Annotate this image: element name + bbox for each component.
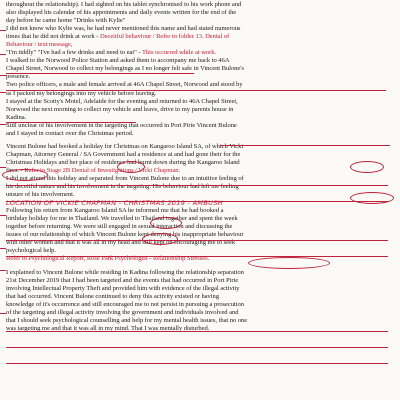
red-annotation-line: Behaviour / text message, [6, 41, 73, 49]
text-line: Chapel Street, Norwood to collect my belongings as I no longer felt safe in Vincent Bulone's [6, 65, 244, 73]
text-line: issues of our relationship of which Vincent Bulone kept denying his inappropriate behaviour [6, 231, 244, 239]
text-line: 21st December 2019 that I had been targeted and the events that had occurred in Port Pirie [6, 276, 239, 284]
document-text [6, 1, 394, 333]
text-line: that I should seek psychological counselling and help for my mental health issues, that no one [6, 316, 248, 324]
text-segment: fires. - [6, 166, 25, 174]
text-line-annotated [6, 49, 394, 57]
text-line: birthday holiday for me in Thailand. We travelled to Thailand together and spent the week [6, 215, 238, 223]
text-line: Two police officers, a male and female arrived at 46A Chapel Street, Norwood and stood by [6, 81, 243, 89]
text-line: Norwood the next morning to collect my vehicle and leave, drive to my parents house in [6, 105, 234, 113]
text-line: I stayed at the Scotty's Motel, Adelaide for the evening and returned to 46A Chapel Street, [6, 97, 238, 105]
text-line: unsure of his involvement. [6, 191, 75, 199]
text-line-annotated [6, 33, 394, 41]
text-line: Still unclear of his involvement in the targeting that occurred in Port Pirie Vincent Bulone [6, 121, 237, 129]
text-line: I did not know who Kylie was, he had never mentioned this name and had stated numerous [6, 25, 241, 33]
text-segment: times that he did not drink at work - [6, 33, 100, 41]
underline-mark [6, 363, 388, 364]
handwritten-annotation: LOCATION OF VICKIE CHAPMAN - CHRISTMAS 2019 - AMBUSH [6, 199, 223, 208]
text-line: and I stayed in contact over the Christmas period. [6, 129, 134, 137]
text-line: psychological help. [6, 247, 56, 255]
text-line: together before returning. We were still engaged in sexual interaction and discussing the [6, 223, 233, 231]
text-line: was targeting me and that it was all in my mind. That I was mentally disturbed. [6, 324, 210, 332]
red-annotation-text: Deceitful behaviour / Refer to folder 13. Denial of [99, 33, 230, 41]
text-line: Following his return from Kangaroo Island SA he informed me that he had booked a [6, 207, 224, 215]
text-line: I did not attend this holiday and separated from Vincent Bulone due to an intuitive feeling of [6, 174, 244, 182]
text-line: day before he came home "Drinks with Kylie" [6, 17, 126, 25]
text-line: knowledge of it's occurrence and still encouraged me to not persist in pursuing a prosecution [6, 300, 244, 308]
text-line: I walked to the Norwood Police Station and asked them to accompany me back to 46A [6, 57, 230, 65]
red-annotation-text: This occurred while at work. [142, 49, 217, 57]
text-line-annotated [6, 167, 394, 175]
text-line: Vincent Bulone had booked a holiday for Christmas on Kangaroo Island SA, of which Vicki [6, 142, 244, 150]
text-line: also displayed his calendar of his appointments and daily events written for the end of the [6, 9, 237, 17]
red-annotation-line: Refer to Psychological Report, Rose Park Psychologist - Relationship Stresses. [6, 255, 210, 263]
text-line: I explained to Vincent Bulone while residing in Kadina following the relationship separation [6, 268, 244, 276]
text-line: Chapman, Attorney General / SA Government had a residence at and had gone their for the [6, 150, 241, 158]
text-line: his deceitful nature and his involvement in the targeting. His behaviour had left me feeling [6, 183, 239, 191]
text-line: presence. [6, 73, 31, 81]
text-line: with other women and that it was all in my head and still kept on encouraging me to seek [6, 239, 236, 247]
text-line: of the targeting and illegal activity involving the government and individuals involved and [6, 308, 239, 316]
text-line: Kadina. [6, 113, 27, 121]
text-line: involving Intellectual Property Theft and provided him with evidence of the illegal activity [6, 284, 240, 292]
text-line: throughout the relationship). I had sighted on his tablet synchronised to his work phone and [6, 1, 242, 8]
text-line: as I packed my belongings into my vehicle before leaving. [6, 89, 157, 97]
red-annotation-text: Refer to Stage 2B Denial of Investigations / Vicki Chapman. [24, 166, 181, 174]
text-line: Christmas Holidays and her place of residence had burnt down during the Kangaroo Island [6, 158, 240, 166]
text-line: that had occurred. Vincent Bulone continued to deny this activity existed or having [6, 292, 219, 300]
text-segment: "I'm tiddly" "I've had a few drinks and need to eat" - [6, 49, 142, 57]
underline-mark [6, 347, 388, 348]
